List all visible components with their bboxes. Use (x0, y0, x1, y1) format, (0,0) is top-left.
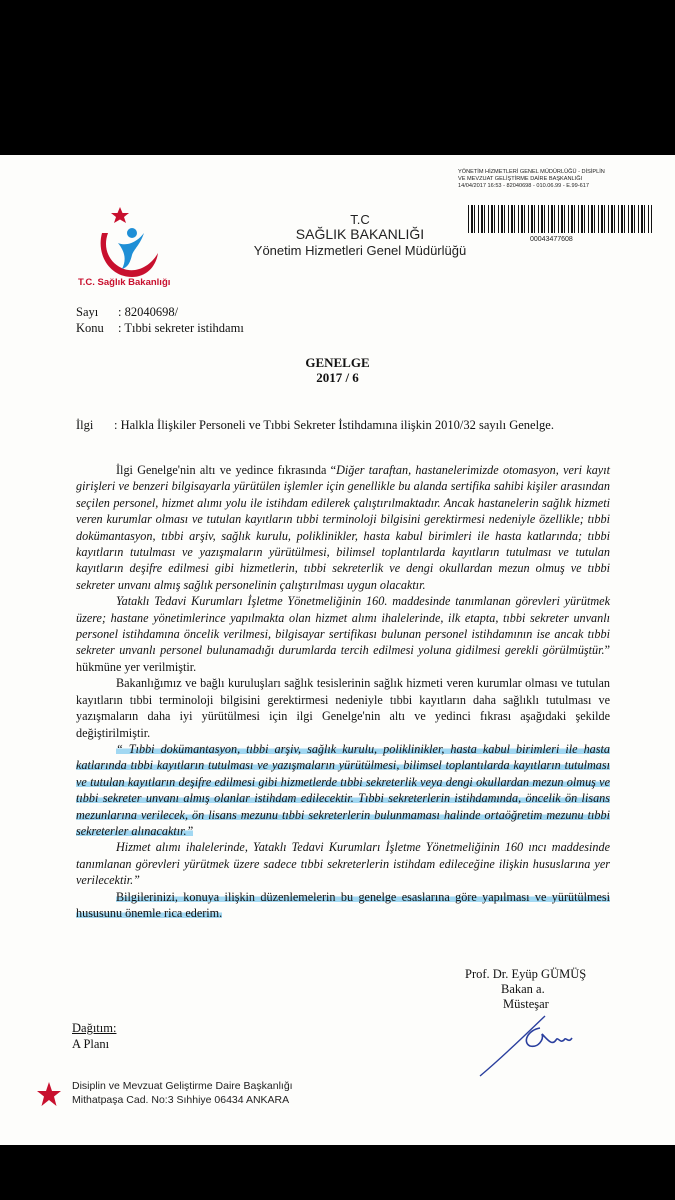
stamp-line-2: VE MEVZUAT GELİŞTİRME DAİRE BAŞKANLIĞI (458, 176, 583, 182)
footer-department: Disiplin ve Mevzuat Geliştirme Daire Başkanlığı (72, 1080, 293, 1092)
signature-block (465, 967, 586, 1012)
paragraph-1-quote: Diğer taraftan, hastanelerimizde otomasyon, veri kayıt girişleri ve benzeri bilgisayarla yürütülen işlemler için genellikle bu alanda sertifika sahibi kişiler arasından seçilen personel, hizmet alımı yolu ile istihdam edilerek çalıştırılmaktadır. Ancak hastanelerin sağlık hizmeti veren kurumlar olması ve tutulan kayıtların tıbbi terminoloji bilgisini gerektirmesi nedeniyle özellikle; tıbbi dokümantasyon, tıbbi arşiv, sağlık kurulu, poliklinikler, hasta kabul birimleri ile hasta katlarında; tıbbi kayıtların tutulması ve yazışmaların yürütülmesi, bilimsel toplantılarda kayıtların tutulması ve tutulan kayıtların deşifre edilmesi gibi hizmetlerin, tıbbi sekreterlik ve dengi okullardan mezun olmuş ve tıbbi sekreter unvanı almış sağlık personelinin çalıştırılması uygun olacaktır. (76, 463, 610, 592)
stamp-line-3: 14/04/2017 16:53 - 82040698 - 010.06.99 - E.99-617 (458, 183, 589, 189)
paragraph-1-intro: İlgi Genelge'nin altı ve yedince fıkrasında “ (116, 463, 337, 477)
header-tc: T.C (350, 212, 370, 227)
star-icon (36, 1081, 62, 1107)
footer-address (72, 1079, 293, 1107)
barcode (468, 205, 652, 233)
paragraph-4 (76, 741, 610, 839)
paragraph-5: Hizmet alımı ihalelerinde, Yataklı Tedavi Kurumları İşletme Yönetmeliğinin 160 ıncı maddesinde tanımlanan görevleri yürütmek üzere sadece tıbbi sekreterlerin istihdam edileceğine ilişkin hususlarına yer verilecektir.” (76, 840, 610, 888)
logo-caption: T.C. Sağlık Bakanlığı (78, 277, 171, 288)
sayi-value: : 82040698/ (118, 305, 179, 319)
paragraph-2-quote: Yataklı Tedavi Kurumları İşletme Yönetmeliğinin 160. maddesinde tanımlanan görevleri yürütmek üzere; hastane yönetimlerince yapılmakta olan hizmet alımı ihalelerinde, ilk etapta, tıbbi sekreter unvanlı personel istihdamına öncelik verilmesi, bilgisayar sertifikası bulunan personel istihdamının ise ancak tıbbi sekreter unvanlı personel bulunamadığı durumlarda tercih edilmesi yoluna gidilmesi gerekli görülmüştür. (76, 594, 610, 658)
registry-stamp (458, 169, 658, 190)
distribution-value: A Planı (72, 1037, 110, 1051)
sayi-row (76, 305, 178, 320)
paragraph-6-highlighted: Bilgilerinizi, konuya ilişkin düzenlemelerin bu genelge esaslarına göre yapılması ve yürütülmesi hususunu önemle rica ederim. (76, 889, 610, 920)
sayi-label: Sayı (76, 305, 99, 319)
signatory-position: Müsteşar (503, 997, 549, 1011)
ilgi-text: : Halkla İlişkiler Personeli ve Tıbbi Sekreter İstihdamına ilişkin 2010/32 sayılı Genelge. (114, 418, 554, 432)
document-body (76, 462, 610, 921)
paragraph-2-tail: ” hükmüne yer verilmiştir. (76, 643, 610, 674)
document-page (0, 155, 675, 1145)
handwritten-signature (470, 1010, 620, 1080)
header-ministry: SAĞLIK BAKANLIĞI (295, 226, 425, 242)
konu-row (76, 321, 244, 336)
circular-number: 2017 / 6 (316, 370, 359, 385)
footer-address-line: Mithatpaşa Cad. No:3 Sıhhiye 06434 ANKARA (72, 1094, 290, 1106)
paragraph-4-highlighted: “ Tıbbi dokümantasyon, tıbbi arşiv, sağlık kurulu, poliklinikler, hasta kabul birimleri ile hasta katlarında tıbbi kayıtların tutulması ve yazışmaların yürütülmesi, bilimsel toplantılarda kayıtların tutulması ve tutulan kayıtların deşifre edilmesi gibi hizmetlerde tıbbi sekreterlik veya dengi okullardan mezun olmuş ve tıbbi sekreter unvanı almış olanlar istihdam edilecektir. Tıbbi sekreterlerin istihdamında, öncelik ön lisans mezunlarına verilecek, ön lisans mezunu tıbbi sekreterlerin bulunmaması halinde ortaöğretim mezunu tıbbi sekreterler alınacaktır.” (76, 741, 610, 838)
konu-label: Konu (76, 321, 104, 335)
signatory-title: Bakan a. (501, 982, 545, 996)
konu-value: : Tıbbi sekreter istihdamı (118, 321, 244, 335)
reference-block (76, 417, 606, 433)
paragraph-3: Bakanlığımız ve bağlı kuruluşları sağlık tesislerinin sağlık hizmeti veren kurumlar olması ve tutulan kayıtların tıbbi terminoloji bilgisini gerektirmesi nedeniyle tıbbi kayıtların daha sağlıklı tutulması ve yazışmaların daha iyi yürütülmesi için ilgi Genelge'nin altı ve yedinci fıkrası aşağıdaki şekilde değiştirilmiştir. (76, 676, 610, 740)
paragraph-1 (76, 462, 610, 593)
barcode-number: 00043477608 (530, 236, 573, 243)
header-department: Yönetim Hizmetleri Genel Müdürlüğü (253, 243, 467, 258)
paragraph-2 (76, 593, 610, 675)
document-title: GENELGE (305, 355, 370, 370)
ilgi-label: İlgi (76, 418, 94, 432)
signatory-name: Prof. Dr. Eyüp GÜMÜŞ (465, 967, 587, 981)
distribution-label: Dağıtım: (72, 1021, 117, 1035)
paragraph-6 (76, 889, 610, 922)
stamp-line-1: YÖNETİM HİZMETLERİ GENEL MÜDÜRLÜĞÜ - DİSİPLİN (458, 169, 605, 175)
distribution-block (72, 1020, 116, 1052)
